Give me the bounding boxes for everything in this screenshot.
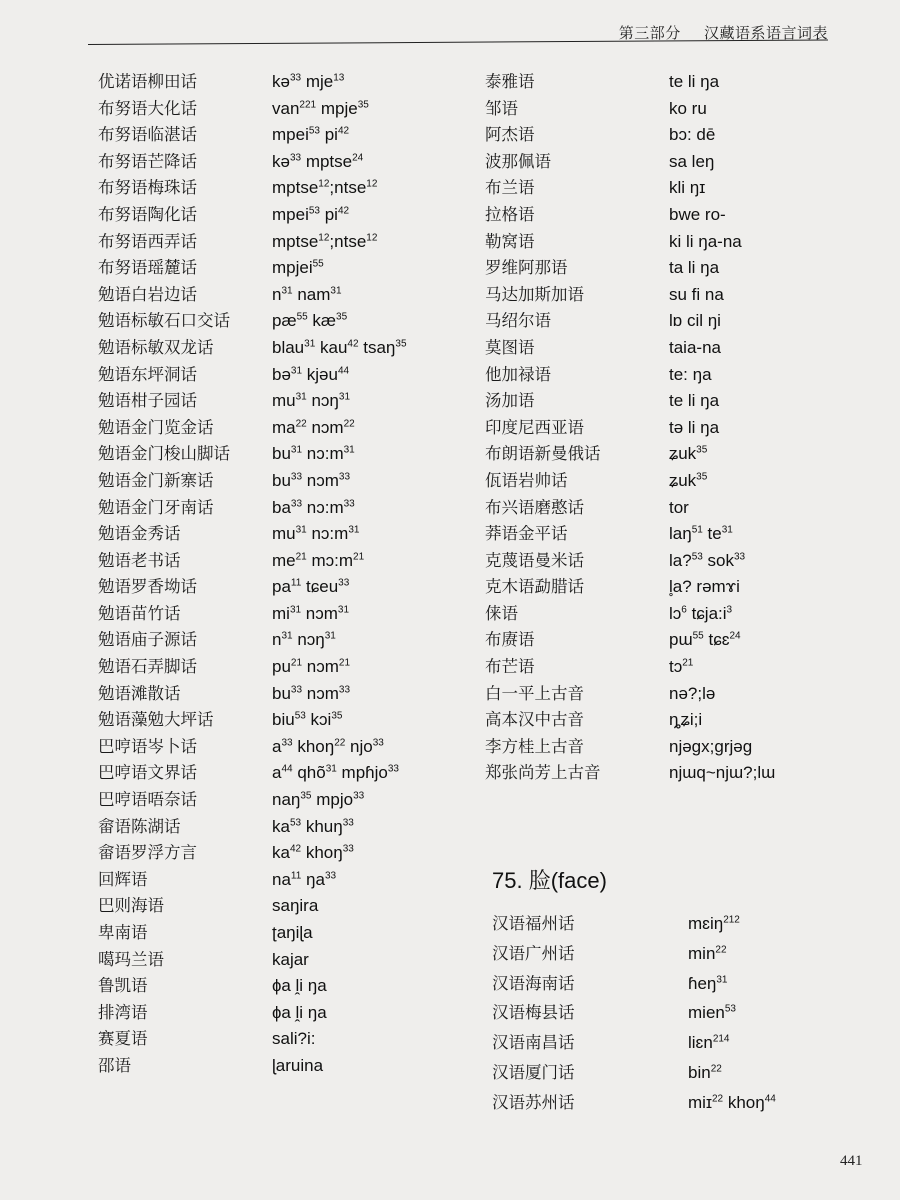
language-name: 勉语滩散话 — [98, 683, 181, 703]
phonetic-form: $a^{33}$ khoŋ$^{22}$ njo$^{33}$ — [272, 736, 384, 756]
phonetic-form: $pu^{21}$ nɔm$^{21}$ — [272, 657, 351, 677]
language-name: 布兴语磨憨话 — [485, 497, 584, 517]
word-entry-row — [485, 148, 845, 175]
word-entry-row — [485, 440, 845, 467]
header-title: 汉藏语系语言词表 — [703, 24, 828, 42]
right-column — [485, 68, 845, 786]
word-entry-row — [485, 228, 845, 255]
language-name: 克木语勐腊话 — [485, 577, 584, 597]
phonetic-form: kajar — [272, 949, 309, 969]
word-entry-row — [485, 626, 845, 653]
word-entry-row — [485, 759, 845, 786]
phonetic-form: ɦeŋ$^{31}$ — [688, 973, 728, 993]
phonetic-form: bin$^{22}$ — [688, 1062, 722, 1082]
word-entry-row — [485, 467, 845, 494]
word-entry-row — [485, 600, 845, 627]
language-name: 泰雅语 — [485, 72, 535, 91]
language-name: 他加禄语 — [485, 364, 551, 384]
word-entry-row — [60, 972, 460, 999]
phonetic-form: $ka^{53}$ khuŋ$^{33}$ — [272, 816, 354, 836]
word-entry-row — [485, 680, 845, 707]
phonetic-form: saŋira — [272, 896, 319, 916]
phonetic-form: mien$^{53}$ — [688, 1003, 736, 1023]
section-title: 脸(face) — [528, 868, 607, 893]
word-entry-row — [60, 786, 460, 813]
phonetic-form: ȵʑi;i — [669, 710, 703, 730]
word-entry-row — [485, 174, 845, 201]
language-name: 汉语广州话 — [492, 943, 575, 963]
language-name: 布努语临湛话 — [98, 125, 197, 145]
phonetic-form: $n^{31}$ nam$^{31}$ — [272, 284, 342, 304]
word-entry-row — [60, 174, 460, 201]
word-entry-row — [485, 254, 845, 281]
language-name: 鲁凯语 — [98, 976, 148, 996]
language-name: 巴哼语文界话 — [98, 763, 197, 783]
word-entry-row — [60, 839, 460, 866]
word-entry-row — [60, 414, 460, 441]
language-name: 马达加斯加语 — [485, 284, 584, 304]
phonetic-form: nə?;lə — [669, 683, 716, 703]
page-number: 441 — [840, 1153, 863, 1169]
phonetic-form: lɒ cil ŋi — [669, 311, 721, 331]
word-entry-row — [485, 307, 845, 334]
language-name: 噶玛兰语 — [98, 949, 164, 969]
language-name: 汉语苏州话 — [492, 1092, 575, 1112]
language-name: 罗维阿那语 — [485, 258, 568, 278]
phonetic-form: naŋ$^{35}$ mpjo$^{33}$ — [272, 790, 365, 810]
language-name: 克蔑语曼米话 — [485, 550, 584, 570]
language-name: 汉语南昌话 — [492, 1033, 575, 1053]
word-entry-row — [60, 733, 460, 760]
language-name: 郑张尚芳上古音 — [485, 763, 601, 783]
phonetic-form: $bu^{33}$ nɔm$^{33}$ — [272, 470, 351, 490]
phonetic-form: kə$^{33}$ mptse$^{24}$ — [272, 151, 364, 171]
language-name: 勉语金门梭山脚话 — [98, 444, 230, 464]
word-entry-row — [485, 653, 845, 680]
language-name: 勉语苗竹话 — [98, 603, 181, 623]
phonetic-form: kə$^{33}$ mje$^{13}$ — [272, 72, 345, 91]
phonetic-form: mptse$^{12}$;ntse$^{12}$ — [272, 231, 378, 251]
phonetic-form: ki li ŋa-na — [669, 231, 742, 251]
word-entry-row — [60, 228, 460, 255]
language-name: 勉语金门新寨话 — [98, 470, 214, 490]
phonetic-form: te li ŋa — [669, 391, 720, 411]
word-entry-row — [485, 121, 845, 148]
word-entry-row — [60, 547, 460, 574]
phonetic-form: $me^{21}$ $mɔ:m^{21}$ — [272, 550, 365, 570]
word-entry-row — [60, 121, 460, 148]
language-name: 优诺语柳田话 — [98, 72, 197, 91]
phonetic-form: van$^{221}$ mpje$^{35}$ — [272, 98, 369, 118]
language-name: 布努语西弄话 — [98, 231, 197, 251]
word-entry-row — [60, 946, 460, 973]
word-entry-row — [485, 361, 845, 388]
language-name: 勉语庙子源话 — [98, 630, 197, 650]
language-name: 布努语大化话 — [98, 98, 197, 118]
phonetic-form: $mu^{31}$ $nɔ:m^{31}$ — [272, 524, 360, 544]
phonetic-form: $pa^{11}$ tɕeu$^{33}$ — [272, 577, 350, 597]
language-name: 拉格语 — [485, 204, 535, 224]
word-entry-row — [60, 494, 460, 521]
word-entry-row — [485, 68, 845, 95]
word-entry-row — [60, 892, 460, 919]
phonetic-form: lɔ$^6$ $tɕja:i^3$ — [669, 603, 733, 623]
language-name: 勉语罗香坳话 — [98, 577, 197, 597]
language-name: 布芒语 — [485, 657, 535, 677]
word-entry-row — [60, 520, 460, 547]
word-entry-row — [492, 999, 832, 1029]
phonetic-form: ko ru — [669, 98, 707, 118]
language-name: 排湾语 — [98, 1002, 148, 1022]
language-name: 布努语芒降话 — [98, 151, 197, 171]
word-entry-row — [60, 95, 460, 122]
word-entry-row — [60, 201, 460, 228]
language-name: 印度尼西亚语 — [485, 417, 584, 437]
phonetic-form: njəgx;grjəg — [669, 736, 753, 756]
phonetic-form: mpei$^{53}$ $pi^{42}$ — [272, 125, 350, 145]
language-name: 布努语陶化话 — [98, 204, 197, 224]
phonetic-form: su fi na — [669, 284, 724, 304]
phonetic-form: l̥a? rəmɤi — [669, 577, 740, 597]
word-entry-row — [60, 999, 460, 1026]
word-entry-row — [60, 866, 460, 893]
phonetic-form: tə li ŋa — [669, 417, 720, 437]
header-part: 第三部分 — [618, 24, 681, 42]
left-column — [60, 68, 460, 1079]
phonetic-form: biu$^{53}$ kɔi$^{35}$ — [272, 710, 343, 730]
phonetic-form: sa leŋ — [669, 151, 715, 171]
phonetic-form: ɸa ḽi ŋa — [272, 1002, 327, 1022]
word-entry-row — [60, 281, 460, 308]
phonetic-form: tɔ$^{21}$ — [669, 657, 694, 677]
word-entry-row — [60, 387, 460, 414]
language-name: 阿杰语 — [485, 125, 535, 145]
language-name: 勉语老书话 — [98, 550, 181, 570]
phonetic-form: $na^{11}$ $ŋa^{33}$ — [272, 869, 337, 889]
language-name: 勉语石弄脚话 — [98, 657, 197, 677]
language-name: 勉语金门览金话 — [98, 417, 214, 437]
phonetic-form: liɛn$^{214}$ — [688, 1033, 730, 1053]
language-name: 勉语柑子园话 — [98, 391, 197, 411]
word-entry-row — [485, 387, 845, 414]
word-entry-row — [60, 1025, 460, 1052]
word-entry-row — [492, 940, 832, 970]
language-name: 勉语标敏双龙话 — [98, 337, 214, 357]
language-name: 畲语陈湖话 — [98, 816, 181, 836]
phonetic-form: la?$^{53}$ sok$^{33}$ — [669, 550, 746, 570]
language-name: 赛夏语 — [98, 1029, 148, 1049]
phonetic-form: bwe ro- — [669, 204, 726, 224]
language-name: 勉语东坪洞话 — [98, 364, 197, 384]
word-entry-row — [60, 626, 460, 653]
phonetic-form: te: ŋa — [669, 364, 712, 384]
word-entry-row — [485, 95, 845, 122]
language-name: 汉语海南话 — [492, 973, 575, 993]
phonetic-form: ɭaruina — [272, 1055, 324, 1075]
phonetic-form: $ma^{22}$ nɔm$^{22}$ — [272, 417, 355, 437]
phonetic-form: te li ŋa — [669, 72, 720, 91]
face-entry-list — [492, 910, 832, 1119]
phonetic-form: $\min^{22}$ — [688, 943, 727, 963]
language-name: 波那佩语 — [485, 151, 551, 171]
word-entry-row — [60, 68, 460, 95]
word-entry-row — [485, 520, 845, 547]
phonetic-form: $bu^{33}$ nɔm$^{33}$ — [272, 683, 351, 703]
phonetic-form: bə$^{31}$ kjəu$^{44}$ — [272, 364, 350, 384]
language-name: 李方桂上古音 — [485, 736, 584, 756]
language-name: 勉语金门牙南话 — [98, 497, 214, 517]
word-entry-row — [485, 334, 845, 361]
word-entry-row — [485, 706, 845, 733]
phonetic-form: miɪ$^{22}$ khoŋ$^{44}$ — [688, 1092, 776, 1112]
word-entry-row — [60, 573, 460, 600]
phonetic-form: kli ŋɪ — [669, 178, 706, 198]
language-name: 高本汉中古音 — [485, 710, 584, 730]
word-entry-row — [485, 201, 845, 228]
phonetic-form: pɯ$^{55}$ tɕɛ$^{24}$ — [669, 630, 741, 650]
phonetic-form: taia-na — [669, 337, 721, 357]
language-name: 汉语厦门话 — [492, 1062, 575, 1082]
word-entry-row — [492, 970, 832, 1000]
language-name: 汉语梅县话 — [492, 1003, 575, 1023]
phonetic-form: tor — [669, 497, 689, 517]
phonetic-form: bɔ: dē — [669, 125, 716, 145]
language-name: 布赓语 — [485, 630, 535, 650]
section-heading — [492, 864, 607, 895]
phonetic-form: ɸa ḽi ŋa — [272, 976, 327, 996]
word-entry-row — [485, 281, 845, 308]
phonetic-form: blau$^{31}$ kau$^{42}$ tsaŋ$^{35}$ — [272, 337, 407, 357]
language-name: 巴哼语岑卜话 — [98, 736, 197, 756]
word-entry-row — [485, 733, 845, 760]
language-name: 邹语 — [485, 98, 518, 118]
language-name: 巴则海语 — [98, 896, 164, 916]
phonetic-form: $a^{44}$ qhõ$^{31}$ mpɦjo$^{33}$ — [272, 763, 399, 783]
language-name: 莽语金平话 — [485, 524, 568, 544]
language-name: 勉语金秀话 — [98, 524, 181, 544]
word-entry-row — [485, 414, 845, 441]
language-name: 白一平上古音 — [485, 683, 584, 703]
word-entry-row — [60, 148, 460, 175]
phonetic-form: $mu^{31}$ nɔŋ$^{31}$ — [272, 391, 351, 411]
language-name: 佤语岩帅话 — [485, 470, 568, 490]
language-name: 巴哼语唔奈话 — [98, 790, 197, 810]
language-name: 俫语 — [485, 603, 518, 623]
phonetic-form: ʑuk$^{35}$ — [669, 470, 708, 490]
phonetic-form: $pæ^{55}$ $kæ^{35}$ — [272, 311, 348, 331]
word-entry-row — [492, 1089, 832, 1119]
word-entry-row — [60, 307, 460, 334]
language-name: 勉语藻勉大坪话 — [98, 710, 214, 730]
word-entry-row — [60, 653, 460, 680]
word-entry-row — [492, 910, 832, 940]
word-entry-row — [60, 334, 460, 361]
language-name: 布努语瑶麓话 — [98, 258, 197, 278]
phonetic-form: $n^{31}$ nɔŋ$^{31}$ — [272, 630, 336, 650]
phonetic-form: njɯq~njɯ?;lɯ — [669, 763, 776, 783]
word-entry-row — [485, 494, 845, 521]
language-name: 勉语标敏石口交话 — [98, 311, 230, 331]
phonetic-form: sali?i: — [272, 1029, 316, 1049]
language-name: 布朗语新曼俄话 — [485, 444, 601, 464]
word-entry-row — [60, 706, 460, 733]
phonetic-form: ʑuk$^{35}$ — [669, 444, 708, 464]
phonetic-form: $ka^{42}$ khoŋ$^{33}$ — [272, 843, 354, 863]
word-entry-row — [60, 1052, 460, 1079]
language-name: 布兰语 — [485, 178, 535, 198]
phonetic-form: ʈaŋiɭa — [272, 923, 313, 942]
word-entry-row — [492, 1059, 832, 1089]
phonetic-form: ta li ŋa — [669, 258, 720, 278]
section-number: 75. — [492, 868, 523, 893]
language-name: 汉语福州话 — [492, 914, 575, 933]
language-name: 畲语罗浮方言 — [98, 843, 197, 863]
word-entry-row — [60, 813, 460, 840]
language-name: 汤加语 — [485, 391, 535, 411]
word-entry-row — [60, 254, 460, 281]
phonetic-form: laŋ$^{51}$ $te^{31}$ — [669, 524, 733, 544]
language-name: 卑南语 — [98, 923, 148, 942]
language-name: 马绍尔语 — [485, 311, 551, 331]
phonetic-form: $mi^{31}$ nɔm$^{31}$ — [272, 603, 350, 623]
language-name: 勒窝语 — [485, 231, 535, 251]
word-entry-row — [485, 547, 845, 574]
phonetic-form: $ba^{33}$ $nɔ:m^{33}$ — [272, 497, 355, 517]
word-entry-row — [485, 573, 845, 600]
language-name: 勉语白岩边话 — [98, 284, 197, 304]
phonetic-form: mɛiŋ$^{212}$ — [688, 914, 740, 933]
word-entry-row — [60, 680, 460, 707]
language-name: 布努语梅珠话 — [98, 178, 197, 198]
phonetic-form: mpjei$^{55}$ — [272, 258, 324, 278]
language-name: 邵语 — [98, 1055, 131, 1075]
language-name: 回辉语 — [98, 869, 148, 889]
word-entry-row — [60, 361, 460, 388]
word-entry-row — [60, 467, 460, 494]
phonetic-form: mptse$^{12}$;ntse$^{12}$ — [272, 178, 378, 198]
word-entry-row — [492, 1029, 832, 1059]
word-entry-row — [60, 919, 460, 946]
word-entry-row — [60, 759, 460, 786]
word-entry-row — [60, 440, 460, 467]
word-entry-row — [60, 600, 460, 627]
language-name: 莫图语 — [485, 337, 535, 357]
phonetic-form: mpei$^{53}$ $pi^{42}$ — [272, 204, 350, 224]
phonetic-form: $bu^{31}$ $nɔ:m^{31}$ — [272, 444, 355, 464]
